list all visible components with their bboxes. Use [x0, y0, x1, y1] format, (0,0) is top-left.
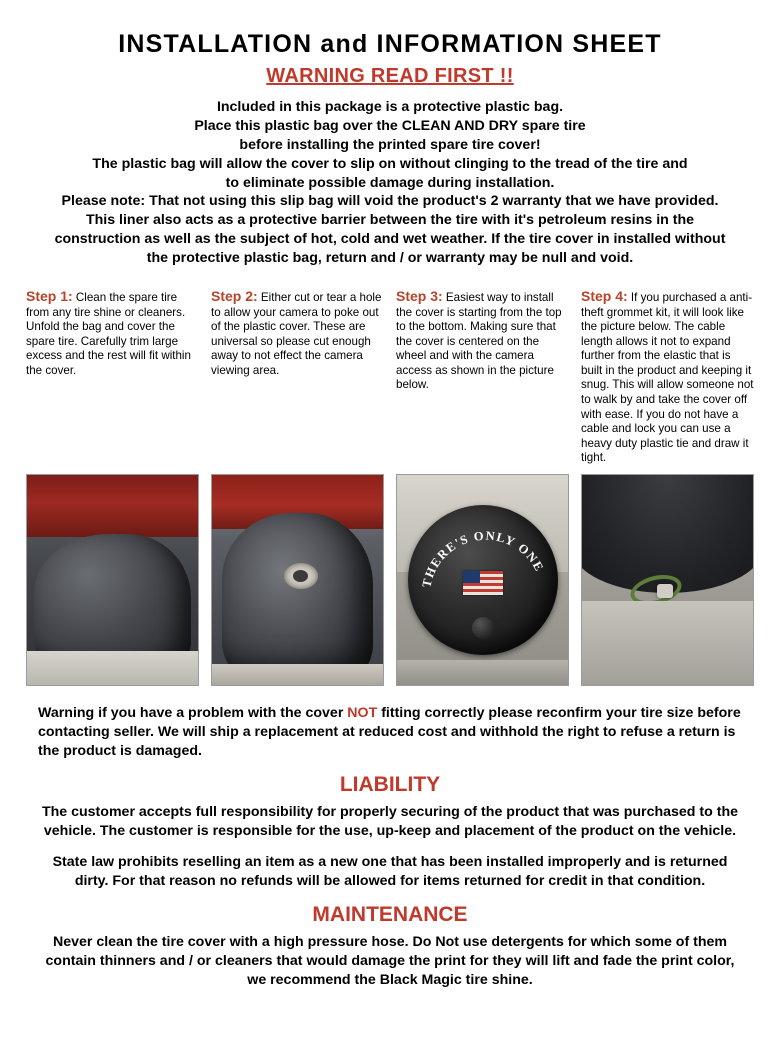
step-1-text: Clean the spare tire from any tire shine or cleaners. Unfold the bag and cover the spare tire. Carefully trim large excess and the rest will fit within the cover. [26, 290, 191, 377]
camera-hole [284, 563, 318, 589]
photo-step-4 [581, 474, 754, 686]
ground-region [582, 601, 753, 685]
red-vehicle-body [27, 475, 198, 537]
step-2 [211, 288, 384, 466]
step-4-label: Step 4: [581, 287, 628, 304]
information-sheet-page [0, 30, 780, 1038]
intro-line-7: This liner also acts as a protective barrier between the tire with it's petroleum resins in the [85, 212, 695, 229]
liability-paragraph-2: State law prohibits reselling an item as a new one that has been installed improperly and is returned dirty. For that reason no refunds will be allowed for items returned for credit in that condition. [52, 854, 728, 890]
step-2-label: Step 2: [211, 287, 258, 304]
spacer [36, 840, 744, 853]
fitment-warning-block [22, 704, 758, 761]
intro-line-1: Included in this package is a protective plastic bag. [216, 99, 564, 115]
liability-body [22, 803, 758, 892]
steps-row [22, 288, 758, 466]
photos-row [22, 474, 758, 686]
intro-line-6: Please note: That not using this slip bag will void the product's 2 warranty that we have provided. [61, 193, 719, 210]
step-1-label: Step 1: [26, 287, 73, 304]
step-2-text: Either cut or tear a hole to allow your camera to poke out of the plastic cover. These are universal so please cut enough away to not effect the camera viewing area. [211, 290, 382, 377]
ground-region [27, 651, 198, 685]
fitment-warning-part-1: Warning if you have a problem with the cover [38, 705, 348, 722]
page-title: INSTALLATION and INFORMATION SHEET [118, 30, 662, 58]
intro-paragraph [28, 98, 752, 268]
step-1 [26, 288, 199, 466]
center-cap [472, 617, 494, 639]
maintenance-heading: MAINTENANCE [312, 903, 468, 927]
intro-line-9: the protective plastic bag, return and / or warranty may be null and void. [146, 250, 634, 266]
plastic-bag-over-tire [222, 513, 372, 677]
installed-tire-cover [408, 505, 558, 655]
step-4 [581, 288, 754, 466]
intro-line-4: The plastic bag will allow the cover to slip on without clinging to the tread of the tire and [92, 155, 688, 172]
maintenance-body [22, 933, 758, 990]
step-3 [396, 288, 569, 466]
svg-text:THERE'S ONLY ONE: THERE'S ONLY ONE [418, 528, 547, 589]
fitment-warning-part-2: fitting correctly please reconfirm your tire size before contacting seller. We will ship a replacement at reduced cost and withhold the right to refuse a return is the product is damaged. [38, 705, 741, 759]
maintenance-paragraph: Never clean the tire cover with a high pressure hose. Do Not use detergents for which some of them contain thinners and / or cleaners that would damage the print for they will lift and fade the print color, we recommend the Black Magic tire shine. [45, 934, 735, 988]
step-4-text: If you purchased a anti-theft grommet kit, it will look like the picture below. The cable length allows it not to expand further from the elastic that is built in the product and keeping it snug. This will allow someone not to walk by and take the cover off with ease. If you do not have a cable and lock you can use a heavy duty plastic tie and draw it tight. [581, 290, 754, 465]
cable-lock [657, 584, 673, 598]
warning-heading: WARNING READ FIRST !! [266, 65, 514, 87]
step-3-text: Easiest way to install the cover is starting from the top to the bottom. Making sure that the cover is centered on the wheel and with the camera access as shown in the picture below. [396, 290, 562, 392]
intro-line-5: to eliminate possible damage during installation. [225, 174, 555, 191]
usa-flag-graphic [463, 571, 503, 595]
liability-heading: LIABILITY [339, 772, 441, 796]
fitment-warning-not: NOT [347, 705, 378, 722]
intro-line-8: construction as well as the subject of hot, cold and wet weather. If the tire cover in installed without [54, 231, 726, 248]
photo-step-1 [26, 474, 199, 686]
photo-step-2 [211, 474, 384, 686]
intro-line-3: before installing the printed spare tire cover! [239, 136, 541, 153]
photo-step-3 [396, 474, 569, 686]
ground-region [212, 664, 383, 685]
intro-line-2: Place this plastic bag over the CLEAN AND DRY spare tire [194, 117, 586, 134]
liability-paragraph-1: The customer accepts full responsibility for properly securing of the product that was purchased to the vehicle. The customer is responsible for the use, up-keep and placement of the product on the vehicle. [41, 803, 739, 839]
step-3-label: Step 3: [396, 287, 443, 304]
ground-region [397, 660, 568, 685]
